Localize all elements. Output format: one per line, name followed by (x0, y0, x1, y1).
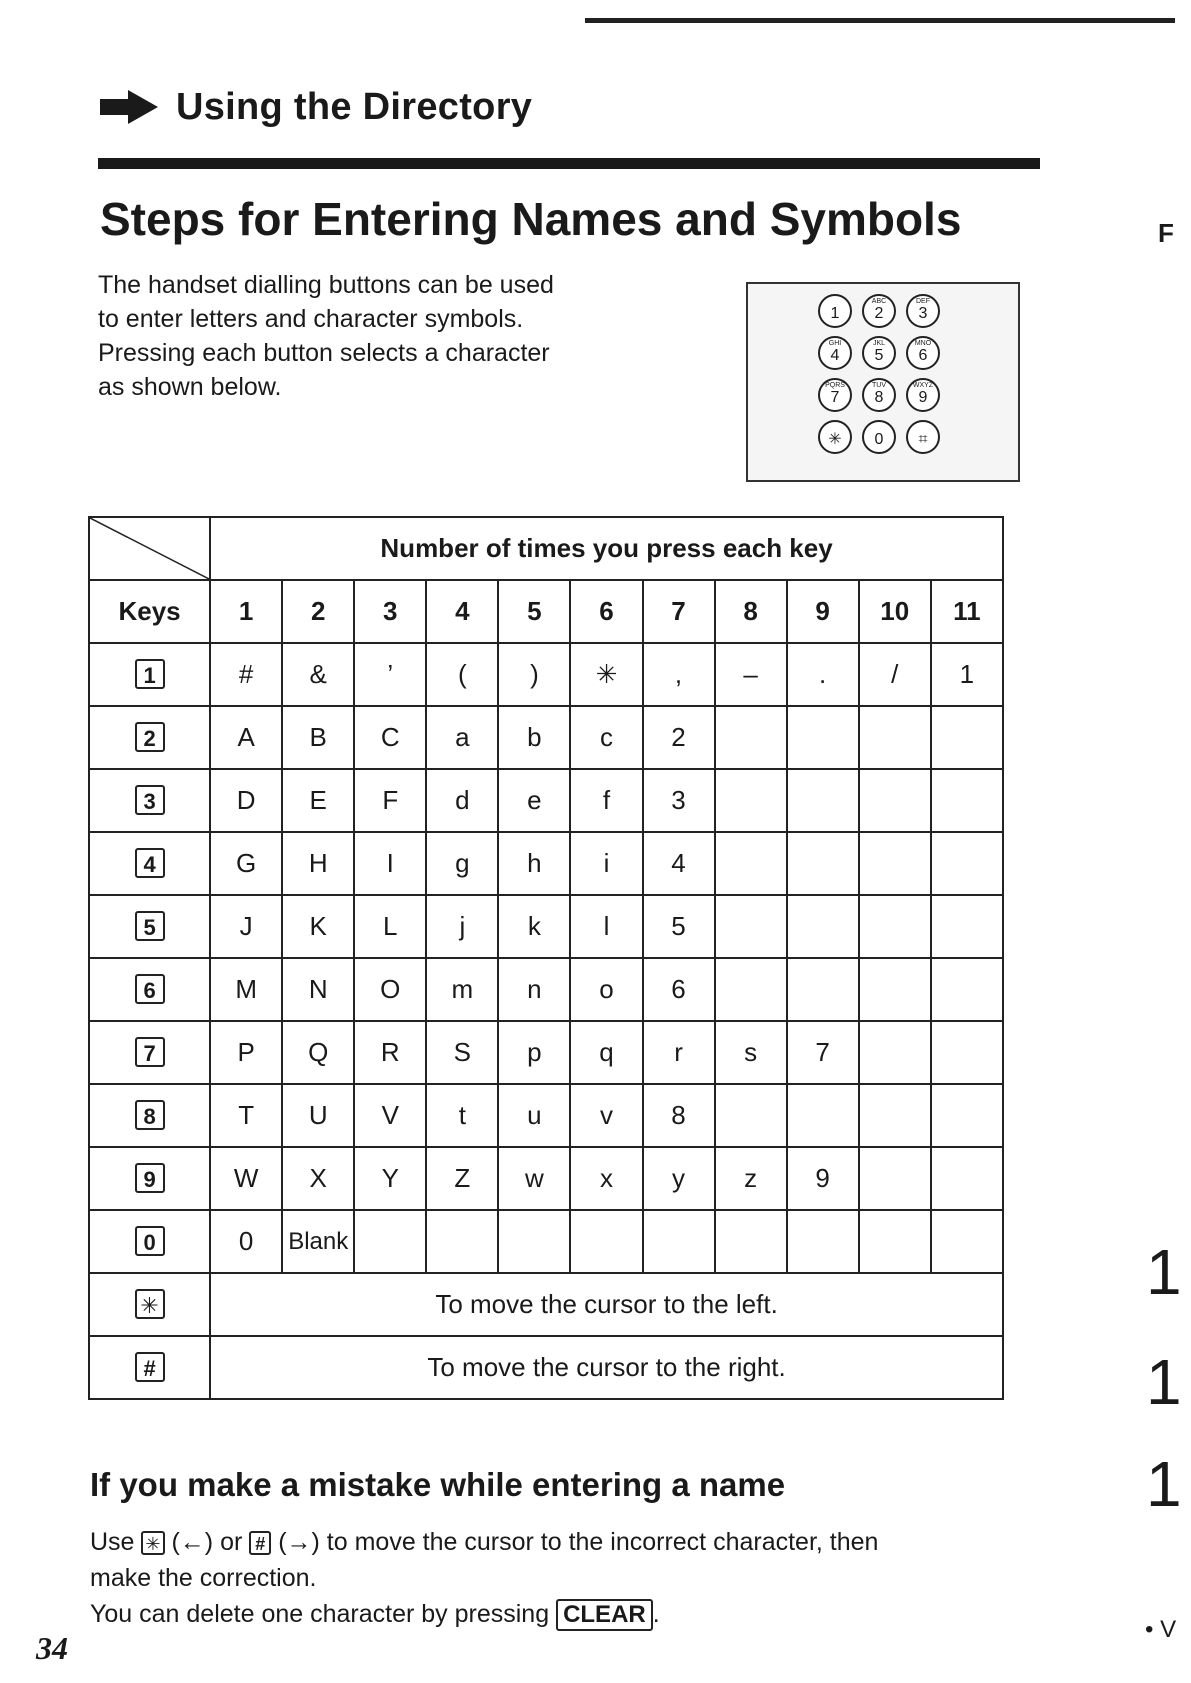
table-row (89, 832, 1003, 895)
key-4-icon: 4 (135, 848, 165, 878)
char-cell (715, 895, 787, 958)
char-cell: Z (426, 1147, 498, 1210)
keypad-key-7: PQRS 7 (818, 378, 852, 412)
key-2-icon: 2 (135, 722, 165, 752)
char-cell: L (354, 895, 426, 958)
char-cell: Y (354, 1147, 426, 1210)
char-cell (931, 1084, 1003, 1147)
char-cell: , (643, 643, 715, 706)
char-cell: Q (282, 1021, 354, 1084)
char-cell (859, 706, 931, 769)
char-cell: t (426, 1084, 498, 1147)
char-cell: C (354, 706, 426, 769)
arrow-right-icon (100, 90, 158, 124)
char-cell: a (426, 706, 498, 769)
char-cell: f (570, 769, 642, 832)
char-cell: d (426, 769, 498, 832)
char-cell: j (426, 895, 498, 958)
key-3-icon: 3 (135, 785, 165, 815)
column-header: 5 (498, 580, 570, 643)
key-cell (89, 895, 210, 958)
char-cell: s (715, 1021, 787, 1084)
char-cell (787, 1084, 859, 1147)
char-cell: 7 (787, 1021, 859, 1084)
keypad-key-8: TUV 8 (862, 378, 896, 412)
table-row (89, 1021, 1003, 1084)
char-cell: G (210, 832, 282, 895)
table-row (89, 1336, 1003, 1399)
page-title: Steps for Entering Names and Symbols (100, 193, 962, 245)
char-cell: y (643, 1147, 715, 1210)
table-row (89, 1210, 1003, 1273)
hash-key-icon: # (249, 1531, 271, 1555)
char-cell: 0 (210, 1210, 282, 1273)
char-cell (931, 769, 1003, 832)
char-cell: W (210, 1147, 282, 1210)
char-cell: ✳ (570, 643, 642, 706)
char-cell (931, 832, 1003, 895)
char-cell (859, 832, 931, 895)
char-cell (931, 1021, 1003, 1084)
key-hash-icon: # (135, 1352, 165, 1382)
char-cell: x (570, 1147, 642, 1210)
char-cell: & (282, 643, 354, 706)
table-row (89, 769, 1003, 832)
char-cell (787, 706, 859, 769)
char-cell: # (210, 643, 282, 706)
char-cell: p (498, 1021, 570, 1084)
char-cell: o (570, 958, 642, 1021)
char-cell: P (210, 1021, 282, 1084)
char-cell (859, 1084, 931, 1147)
column-header: 7 (643, 580, 715, 643)
char-cell (715, 1084, 787, 1147)
char-cell: / (859, 643, 931, 706)
margin-number: 1 (1146, 1346, 1182, 1418)
margin-tab-letter: F (1158, 218, 1174, 248)
char-cell: A (210, 706, 282, 769)
char-cell: – (715, 643, 787, 706)
table-row (89, 895, 1003, 958)
keypad-key-6: MNO 6 (906, 336, 940, 370)
char-cell: r (643, 1021, 715, 1084)
table-row (89, 958, 1003, 1021)
char-cell (715, 958, 787, 1021)
key-cell (89, 1084, 210, 1147)
times-pressed-header: Number of times you press each key (210, 517, 1003, 580)
key-cell (89, 1147, 210, 1210)
char-cell (859, 958, 931, 1021)
column-header: 8 (715, 580, 787, 643)
keypad-illustration (746, 282, 1020, 482)
char-cell: 6 (643, 958, 715, 1021)
keypad-key-3: DEF 3 (906, 294, 940, 328)
char-cell: F (354, 769, 426, 832)
column-header: 2 (282, 580, 354, 643)
char-cell (931, 958, 1003, 1021)
keypad-key-9: WXYZ 9 (906, 378, 940, 412)
table-corner (89, 517, 210, 580)
char-cell (787, 1210, 859, 1273)
char-cell: U (282, 1084, 354, 1147)
char-cell (715, 706, 787, 769)
key-5-icon: 5 (135, 911, 165, 941)
star-key-icon: ✳ (141, 1531, 164, 1555)
intro-text: The handset dialling buttons can be used to enter letters and character symbols. Pressing each button selects a character as shown below. (98, 271, 554, 401)
cursor-left-description: To move the cursor to the left. (210, 1273, 1003, 1336)
char-cell (787, 895, 859, 958)
char-cell: 3 (643, 769, 715, 832)
char-cell: c (570, 706, 642, 769)
mistake-heading: If you make a mistake while entering a name (90, 1466, 786, 1503)
table-row (89, 1084, 1003, 1147)
key-cell (89, 1021, 210, 1084)
char-cell: T (210, 1084, 282, 1147)
character-table (88, 516, 1004, 1400)
key-cell (89, 643, 210, 706)
char-cell: O (354, 958, 426, 1021)
char-cell (859, 1147, 931, 1210)
key-7-icon: 7 (135, 1037, 165, 1067)
char-cell: I (354, 832, 426, 895)
keypad-key-4: GHI 4 (818, 336, 852, 370)
margin-bullet: • V (1145, 1616, 1177, 1643)
char-cell: Blank (282, 1210, 354, 1273)
column-header: 10 (859, 580, 931, 643)
table-row (89, 706, 1003, 769)
key-0-icon: 0 (135, 1226, 165, 1256)
margin-number: 1 (1146, 1448, 1182, 1520)
table-row (89, 1147, 1003, 1210)
char-cell: 2 (643, 706, 715, 769)
column-header: 3 (354, 580, 426, 643)
char-cell (715, 832, 787, 895)
key-cell (89, 769, 210, 832)
char-cell (570, 1210, 642, 1273)
key-cell (89, 1210, 210, 1273)
key-cell (89, 706, 210, 769)
keypad-key-2: ABC 2 (862, 294, 896, 328)
char-cell (787, 832, 859, 895)
table-header-row (89, 517, 1003, 580)
char-cell: 4 (643, 832, 715, 895)
char-cell (859, 769, 931, 832)
clear-key-icon: CLEAR (556, 1599, 653, 1631)
keypad-key-1: 1 (818, 294, 852, 328)
char-cell: E (282, 769, 354, 832)
char-cell: e (498, 769, 570, 832)
char-cell: . (787, 643, 859, 706)
key-8-icon: 8 (135, 1100, 165, 1130)
char-cell (931, 895, 1003, 958)
char-cell: w (498, 1147, 570, 1210)
char-cell: M (210, 958, 282, 1021)
char-cell: k (498, 895, 570, 958)
header-rule (98, 158, 1040, 169)
char-cell: n (498, 958, 570, 1021)
char-cell (354, 1210, 426, 1273)
char-cell (859, 1210, 931, 1273)
keys-header: Keys (89, 580, 210, 643)
keypad-key-0: 0 (862, 420, 896, 454)
table-columns-row (89, 580, 1003, 643)
section-header (100, 82, 532, 132)
char-cell (859, 895, 931, 958)
char-cell (931, 706, 1003, 769)
char-cell: b (498, 706, 570, 769)
char-cell (498, 1210, 570, 1273)
char-cell: g (426, 832, 498, 895)
diagonal-line (90, 518, 209, 579)
char-cell (715, 769, 787, 832)
column-header: 6 (570, 580, 642, 643)
char-cell: ) (498, 643, 570, 706)
char-cell: N (282, 958, 354, 1021)
keypad-key-hash: ⌗ (906, 420, 940, 454)
table-row (89, 1273, 1003, 1336)
column-header: 4 (426, 580, 498, 643)
char-cell: X (282, 1147, 354, 1210)
key-9-icon: 9 (135, 1163, 165, 1193)
key-cell (89, 1273, 210, 1336)
char-cell (931, 1147, 1003, 1210)
char-cell: ’ (354, 643, 426, 706)
table-row (89, 643, 1003, 706)
section-title: Using the Directory (176, 85, 533, 128)
cursor-right-description: To move the cursor to the right. (210, 1336, 1003, 1399)
column-header: 11 (931, 580, 1003, 643)
key-star-icon: ✳ (135, 1289, 165, 1319)
keypad-key-5: JKL 5 (862, 336, 896, 370)
keypad-key-star: ✳ (818, 420, 852, 454)
page-number: 34 (36, 1630, 68, 1666)
key-6-icon: 6 (135, 974, 165, 1004)
char-cell: R (354, 1021, 426, 1084)
char-cell (859, 1021, 931, 1084)
char-cell: q (570, 1021, 642, 1084)
char-cell: 1 (931, 643, 1003, 706)
key-cell (89, 1336, 210, 1399)
key-cell (89, 832, 210, 895)
char-cell (643, 1210, 715, 1273)
char-cell: B (282, 706, 354, 769)
char-cell (426, 1210, 498, 1273)
char-cell: 5 (643, 895, 715, 958)
char-cell: K (282, 895, 354, 958)
char-cell: 8 (643, 1084, 715, 1147)
char-cell (715, 1210, 787, 1273)
mistake-instructions: Use ✳ (←) or # (→) to move the cursor to the incorrect character, then make the correction. You can delete one character by pressing CLEAR . (90, 1524, 1010, 1632)
char-cell: V (354, 1084, 426, 1147)
char-cell: D (210, 769, 282, 832)
key-cell (89, 958, 210, 1021)
char-cell (787, 769, 859, 832)
char-cell: ( (426, 643, 498, 706)
char-cell: u (498, 1084, 570, 1147)
margin-number: 1 (1146, 1236, 1182, 1308)
char-cell: h (498, 832, 570, 895)
char-cell (787, 958, 859, 1021)
column-header: 1 (210, 580, 282, 643)
char-cell: 9 (787, 1147, 859, 1210)
top-rule (585, 18, 1175, 23)
key-1-icon: 1 (135, 659, 165, 689)
column-header: 9 (787, 580, 859, 643)
char-cell: i (570, 832, 642, 895)
char-cell: S (426, 1021, 498, 1084)
char-cell: l (570, 895, 642, 958)
char-cell: v (570, 1084, 642, 1147)
char-cell: m (426, 958, 498, 1021)
keypad-grid (818, 294, 944, 454)
char-cell (931, 1210, 1003, 1273)
char-cell: z (715, 1147, 787, 1210)
char-cell: H (282, 832, 354, 895)
char-cell: J (210, 895, 282, 958)
